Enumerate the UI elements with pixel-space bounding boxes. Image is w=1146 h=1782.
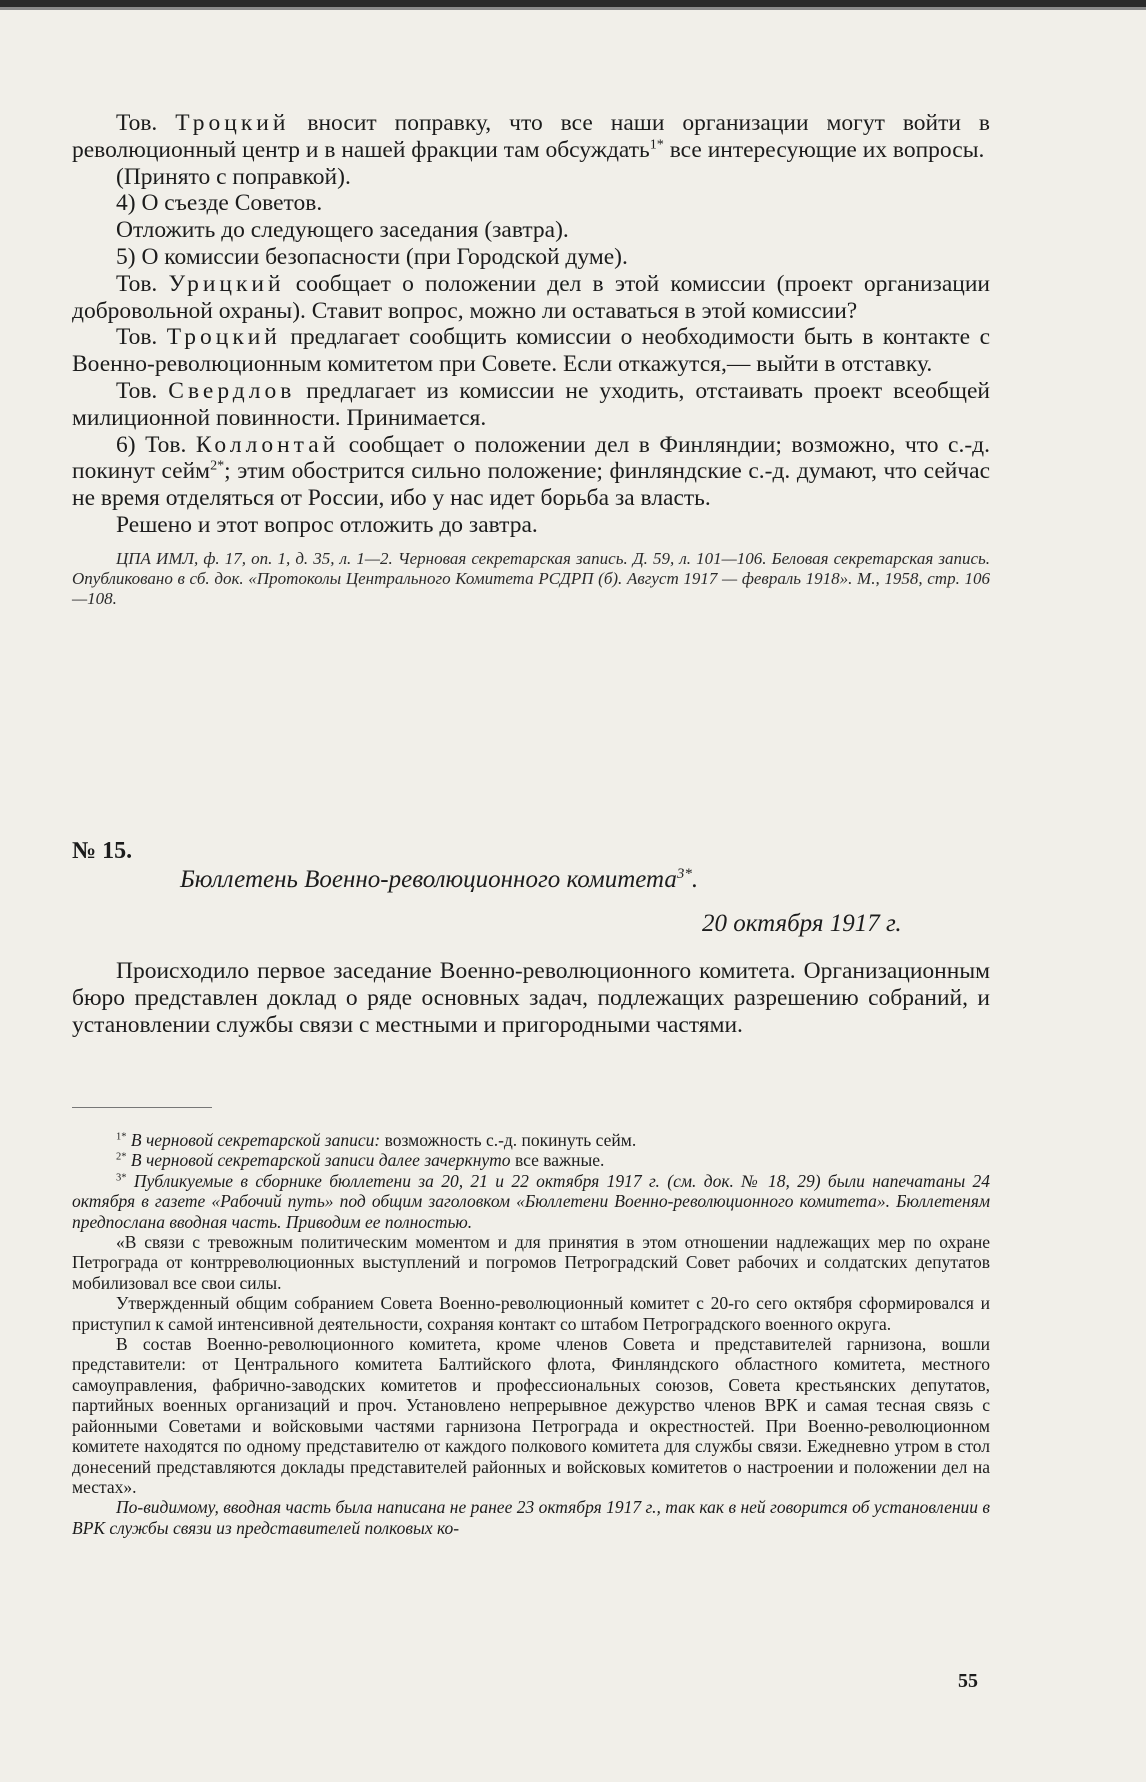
- footnote-divider: [72, 1107, 212, 1108]
- footnote-quote-1: «В связи с тревожным политическим моментом и для принятия в этом отношении надлежащих мер по охране Петрограда от контрреволюционных выступлений и погромов Петроградский Совет рабочих и солдатских депутатов мобилизовал все свои силы.: [72, 1232, 990, 1293]
- footnote-editorial-note: По-видимому, вводная часть была написана не ранее 23 октября 1917 г., так как в ней говорится об установлении в ВРК службы связи из представителей полковых ко-: [72, 1497, 990, 1538]
- footnote-1: $^{1*}$ В черновой секретарской записи: возможность с.-д. покинуть сейм.: [116, 1130, 637, 1150]
- bulletin-paragraph: Происходило первое заседание Военно-революционного комитета. Организационным бюро представлен доклад о ряде основных задач, подлежащих разрешению собраний, и установлении службы связи с местными и пригородными частями.: [72, 958, 990, 1038]
- document-date: 20 октября 1917 г.: [702, 910, 902, 937]
- paragraph-accepted: (Принято с поправкой).: [116, 163, 351, 190]
- scan-edge-top: [0, 0, 1146, 7]
- paragraph-postpone: Отложить до следующего заседания (завтра).: [116, 217, 569, 244]
- scan-edge-shadow: [0, 7, 1146, 10]
- document-title: Бюллетень Военно-революционного комитета$^{3*}$.: [180, 866, 699, 893]
- footnote-quote-2: Утвержденный общим собранием Совета Военно-революционный комитет с 20-го сего октября сформировался и приступил к самой интенсивной деятельности, сохраняя контакт со штабом Петроградского военного округа.: [72, 1293, 990, 1334]
- footnote-ref-3: 3*: [676, 866, 692, 882]
- paragraph-kollontai: 6) Тов. Коллонтай сообщает о положении дел в Финляндии; возможно, что с.-д. покинут сейм$^{2*}$; этим обострится сильно положение; финляндские с.-д. думают, что сейчас не время отделяться от России, ибо у нас идет борьба за власть.: [72, 431, 991, 512]
- paragraph-trotsky-amendment: Тов. Троцкий вносит поправку, что все наши организации могут войти в революционный центр и в нашей фракции там обсуждать$^{1*}$ все интересующие их вопросы.: [72, 110, 991, 163]
- paragraph-item-5: 5) О комиссии безопасности (при Городской думе).: [116, 243, 628, 270]
- footnote-3: $^{3*}$ Публикуемые в сборнике бюллетени за 20, 21 и 22 октября 1917 г. (см. док. № 18, 29) были напечатаны 24 октября в газете «Рабочий путь» под общим заголовком «Бюллетени Военно-революционного комитета». Бюллетеням предпослана вводная часть. Приводим ее полностью.: [72, 1170, 991, 1232]
- paragraph-sverdlov: Тов. Свердлов предлагает из комиссии не уходить, отстаивать проект всеобщей милиционной повинности. Принимается.: [72, 377, 990, 431]
- footnote-ref-1: 1*: [649, 136, 664, 153]
- footnote-quote-3: В состав Военно-революционного комитета, кроме членов Совета и представителей гарнизона, вошли представители: от Центрального комитета Балтийского флота, Финляндского областного комитета, местного самоуправления, фабрично-заводских комитетов и профессиональных союзов, Совета крестьянских депутатов, партийных военных организаций и проч. Установлено непрерывное дежурство членов ВРК и самая тесная связь с районными Советами и войсковыми частями гарнизона Петрограда и окрестностей. При Военно-революционном комитете находятся по одному представителю от каждого полкового комитета для службы связи. Ежедневно утром в стол донесений представляются доклады представителей районных и войсковых комитетов о настроении и положении дел на местах».: [72, 1334, 990, 1497]
- archive-source: ЦПА ИМЛ, ф. 17, оп. 1, д. 35, л. 1—2. Черновая секретарская запись. Д. 59, л. 101—106. Беловая секретарская запись. Опубликовано в сб. док. «Протоколы Центрального Комитета РСДРП (б). Август 1917 — февраль 1918». М., 1958, стр. 106—108.: [72, 548, 990, 608]
- footnotes: [72, 1130, 990, 1538]
- document-number: № 15.: [72, 838, 133, 864]
- footnote-2: $^{2*}$ В черновой секретарской записи далее зачеркнуто все важные.: [116, 1150, 605, 1171]
- footnote-ref-2: 2*: [210, 457, 225, 474]
- paragraph-decision: Решено и этот вопрос отложить до завтра.: [116, 511, 538, 538]
- paragraph-trotsky-proposal: Тов. Троцкий предлагает сообщить комиссии о необходимости быть в контакте с Военно-революционным комитетом при Совете. Если откажутся,— выйти в отставку.: [72, 324, 991, 378]
- page-number: 55: [958, 1670, 978, 1692]
- bulletin-text: [72, 958, 990, 1038]
- paragraph-item-4: 4) О съезде Советов.: [116, 190, 323, 217]
- protocol-text: [72, 110, 990, 609]
- paragraph-uritsky: Тов. Урицкий сообщает о положении дел в этой комиссии (проект организации добровольной охраны). Ставит вопрос, можно ли оставаться в этой комиссии?: [72, 270, 990, 324]
